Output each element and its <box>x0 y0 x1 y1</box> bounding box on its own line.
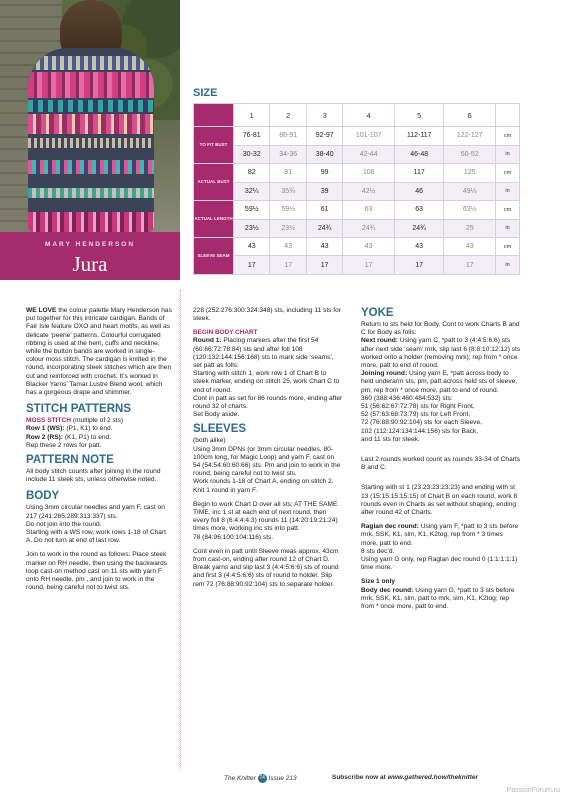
size-col-3: 3 <box>306 104 342 127</box>
pattern-note-text: All body stitch counts after joining in the round include 11 steek sts, unless otherwise noted. <box>26 468 161 484</box>
stitch-count-text: 228 (252:276:300:324:348) sts, including 11 sts for steek. <box>193 307 341 323</box>
row-label-actual-length: ACTUAL LENGTH <box>194 201 234 238</box>
table-cell: 59½ <box>234 201 270 219</box>
table-cell: 99 <box>306 164 342 182</box>
page-footer <box>0 770 566 790</box>
row-label-actual-bust: ACTUAL BUST <box>194 164 234 201</box>
table-cell: 42½ <box>343 182 395 200</box>
table-cell: 101-107 <box>343 127 395 145</box>
table-cell: 17 <box>234 256 270 275</box>
moss-repeat: Rep these 2 rows for patt. <box>26 441 102 449</box>
column-2 <box>193 307 343 589</box>
size-1-only-heading: Size 1 only <box>361 578 396 586</box>
table-cell: 82 <box>234 164 270 182</box>
table-cell: 24¾ <box>306 219 342 237</box>
table-cell: 63 <box>394 201 444 219</box>
round-1-text: Round 1: Placing markers after the first 54 (60:66:72:78:84) sts and after foll 108 (120:132:144:156:168) sts to mark side ‘seams’, set patt as folls: <box>193 337 334 370</box>
pattern-title: Jura <box>72 252 108 276</box>
sleeves-text-7: Break yarns and slip last 3 (4:4:5:6:6) sts of round and first 3 (4:4:5:6:6) sts of round to holder. Slip rem 72 (76:88:90:92:104) sts to separate holder. <box>193 564 339 588</box>
table-cell: 91 <box>270 164 306 182</box>
table-cell: 34-36 <box>270 145 306 163</box>
page-number-badge: 74 <box>259 775 265 781</box>
table-cell: 39 <box>306 182 342 200</box>
sleeves-text-4: Begin to work Chart D over all sts; AT THE SAME TIME, inc 1 st at each end of next round, then every foll 8 (6:4:4:4:3) rounds 11 (14:20:19:21:24) times more, working inc sts into patt. <box>193 500 338 533</box>
moss-stitch-line: MOSS STITCH (multiple of 2 sts) <box>26 417 124 425</box>
table-row <box>194 127 520 145</box>
table-cell: 43 <box>343 238 395 256</box>
table-cell: 46 <box>394 182 444 200</box>
table-cell: 92-97 <box>306 127 342 145</box>
designer-name: MARY HENDERSON <box>44 241 136 248</box>
body-heading: BODY <box>26 490 60 503</box>
joining-round-text: Joining round: Using yarn E, *patt across body to held underarm sts, pm, patt across held sts of sleeve, pm; rep from * once more, patt to end of round. <box>361 370 518 394</box>
table-cell: 30-32 <box>234 145 270 163</box>
sleeves-heading: SLEEVES <box>193 423 247 436</box>
both-alike-text: (both alike) <box>193 437 226 445</box>
yoke-text-8: Last 2 rounds worked count as rounds 33-34 of Charts B and C. <box>361 456 521 472</box>
cardigan-photo <box>0 0 180 232</box>
sleeves-text-3: Knit 1 round in yarn F. <box>193 486 258 494</box>
table-cell: 23½ <box>270 219 306 237</box>
table-cell: 17 <box>444 256 496 275</box>
unit-cell: cm <box>496 127 520 145</box>
sleeves-text-1: Using 3mm DPNs (or 3mm circular needles, 80-100cm long, for Magic Loop) and yarn F, cast on 54 (54:54:60:60:66) sts. Pm and join to work in the round, being careful not to twist sts. <box>193 445 341 478</box>
yoke-text-10: 8 sts dec’d. <box>361 547 395 555</box>
body-text-1: Using 3mm circular needles and yarn F, cast on 217 (241:265:289:313:337) sts. <box>26 504 165 520</box>
intro-paragraph: WE LOVE the colour palette Mary Henderson has put together for this intricate cardigan. Bands of Fair Isle feature OXO and heart motifs, as well as delicate ‘peerie’ patterns. Colourful corrugated ribbing is used at the hem, cuffs and neckline, while the button bands are worked in single- colour moss stitch. The cardigan is knitted in the round, incorporating steek stitches which are then cut and reinforced with crochet. It’s worked in Blacker Yarns’ Tamar Lustre Blend wool, which has a gorgeous drape and shimmer. <box>26 307 172 397</box>
unit-cell: in <box>496 219 520 237</box>
column-3 <box>361 307 521 611</box>
table-cell: 61 <box>306 201 342 219</box>
pattern-note-heading: PATTERN NOTE <box>26 454 114 467</box>
table-cell: 125 <box>444 164 496 182</box>
size-col-4: 4 <box>343 104 395 127</box>
watermark: PassionForum.ru <box>506 787 560 794</box>
cont-patt-text: Cont in patt as set for 86 rounds more, ending after round 32 of charts. <box>193 394 343 411</box>
unit-cell: cm <box>496 201 520 219</box>
yoke-text-6: 102 (112:124:134:144:156) sts for Back, <box>361 427 479 435</box>
table-cell: 38-40 <box>306 145 342 163</box>
next-round-text: Next round: Using yarn C, *patt to 3 (4:4:5:6:6) sts after next side ‘seam’ mrk, slip last 6 (8:8:10:12:12) sts worked onto a holder (removing mrk); rep from * once more, patt to end of round. <box>361 337 521 370</box>
size-col-1: 1 <box>234 104 270 127</box>
body-text-4: Join to work in the round as follows: Place steek marker on RH needle, then using the backwards loop cast-on method cast on 11 sts with yarn F onto RH needle, pm , and join to work in the round, being careful not to twist sts. <box>26 551 168 592</box>
sleeves-text-6: Cont even in patt until Sleeve meas approx. 43cm from cast-on, ending after round 12 of Chart D. <box>193 547 339 564</box>
table-row <box>194 201 520 219</box>
yoke-text-9: Starting with st 1 (23:23:23:23:23) and ending with st 13 (15:15:15:15:15) of Chart B on each round, work 8 rounds even in Charts as set without shaping, ending after round 42 of Charts. <box>361 484 518 517</box>
table-cell: 32¼ <box>234 182 270 200</box>
table-cell: 23½ <box>234 219 270 237</box>
sleeves-text-5: 78 (84:96:100:104:116) sts. <box>193 533 274 541</box>
unit-cell: cm <box>496 238 520 256</box>
size-col-5: 5 <box>394 104 444 127</box>
fair-isle-cardigan <box>28 48 154 232</box>
yoke-text-11: Using yarn G only, rep Raglan dec round 0 (1:1:1:1:1) time more. <box>361 556 518 572</box>
size-col-6: 6 <box>444 104 496 127</box>
begin-body-chart-heading: BEGIN BODY CHART <box>193 329 258 337</box>
size-heading: SIZE <box>193 87 218 99</box>
table-cell: 24¾ <box>394 219 444 237</box>
unit-cell: cm <box>496 164 520 182</box>
unit-cell: in <box>496 145 520 163</box>
body-text-3: Starting with a WS row, work rows 1-18 of Chart A. Do not turn at end of last row. <box>26 529 166 545</box>
table-cell: 43 <box>444 238 496 256</box>
footer-subscribe: Subscribe now at www.gathered.how/theknitter <box>332 774 479 781</box>
size-col-2: 2 <box>270 104 306 127</box>
table-cell: 112-117 <box>394 127 444 145</box>
yoke-text-5: 72 (76:88:90:92:104) sts for each Sleeve, <box>361 419 482 427</box>
table-cell: 86-91 <box>270 127 306 145</box>
table-cell: 17 <box>343 256 395 275</box>
yoke-text-2: 360 (388:436:460:484:532) sts: <box>361 394 453 402</box>
table-cell: 59½ <box>270 201 306 219</box>
subscribe-link[interactable]: www.gathered.how/theknitter <box>387 774 479 781</box>
row-label-sleeve-seam: SLEEVE SEAM <box>194 238 234 275</box>
table-cell: 24¾ <box>343 219 395 237</box>
sleeves-text-2: Work rounds 1-18 of Chart A, ending on stitch 2. <box>193 478 334 486</box>
table-cell: 17 <box>270 256 306 275</box>
table-cell: 43 <box>306 238 342 256</box>
stitch-patterns-heading: STITCH PATTERNS <box>26 403 131 416</box>
table-cell: 43 <box>234 238 270 256</box>
yoke-text-7: and 11 sts for steek. <box>361 435 420 443</box>
table-cell: 42-44 <box>343 145 395 163</box>
body-dec-text: Body dec round: Using yarn G, *patt to 3 sts before mrk, SSK, K1, slm, patt to mrk, slm, K1, K2tog; rep from * once more, patt to end. <box>361 586 515 611</box>
unit-cell: in <box>496 256 520 275</box>
column-divider <box>180 290 181 770</box>
unit-cell: in <box>496 182 520 200</box>
row-label-to-fit-bust: TO FIT BUST <box>194 127 234 164</box>
moss-row-2: Row 2 (RS): (K1, P1) to end. <box>26 433 112 441</box>
table-cell: 63½ <box>444 201 496 219</box>
table-cell: 76-81 <box>234 127 270 145</box>
table-cell: 35¾ <box>270 182 306 200</box>
yoke-text-4: 52 (57:63:68:73:79) sts for Left Front, <box>361 411 471 419</box>
table-row <box>194 145 520 163</box>
table-cell: 50-52 <box>444 145 496 163</box>
column-1 <box>26 307 172 598</box>
table-cell: 63 <box>343 201 395 219</box>
table-cell: 122-127 <box>444 127 496 145</box>
set-body-aside-text: Set Body aside. <box>193 411 240 419</box>
table-cell: 43 <box>270 238 306 256</box>
table-row <box>194 164 520 182</box>
body-text-2: Do not join into the round. <box>26 520 102 528</box>
table-row <box>194 182 520 200</box>
table-row <box>194 256 520 275</box>
table-row <box>194 238 520 256</box>
yoke-heading: YOKE <box>361 307 394 319</box>
table-cell: 25 <box>444 219 496 237</box>
table-cell: 49¼ <box>444 182 496 200</box>
raglan-dec-text: Raglan dec round: Using yarn F, *patt to 3 sts before mrk, SSK, K1, slm, K1, K2tog; rep from * 3 times more, patt to end. <box>361 523 519 547</box>
size-header-row <box>194 104 520 127</box>
yoke-text-3: 51 (56:62:67:72:78) sts for Right Front, <box>361 403 475 411</box>
table-cell: 17 <box>306 256 342 275</box>
table-cell: 43 <box>394 238 444 256</box>
table-cell: 117 <box>394 164 444 182</box>
table-cell: 46-48 <box>394 145 444 163</box>
table-cell: 17 <box>394 256 444 275</box>
chart-b-text: Starting with stitch 1, work row 1 of Chart B to steek marker, ending on stitch 25, work Chart C to end of round. <box>193 370 340 394</box>
pattern-banner <box>0 232 180 280</box>
table-cell: 108 <box>343 164 395 182</box>
size-table <box>193 103 520 275</box>
yoke-text-1: Return to sts held for Body. Cont to work Charts B and C for Body as folls: <box>361 321 520 337</box>
moss-row-1: Row 1 (WS): (P1, K1) to end. <box>26 425 113 433</box>
footer-issue: The Knitter 74 Issue 213 <box>224 775 297 783</box>
table-row <box>194 219 520 237</box>
